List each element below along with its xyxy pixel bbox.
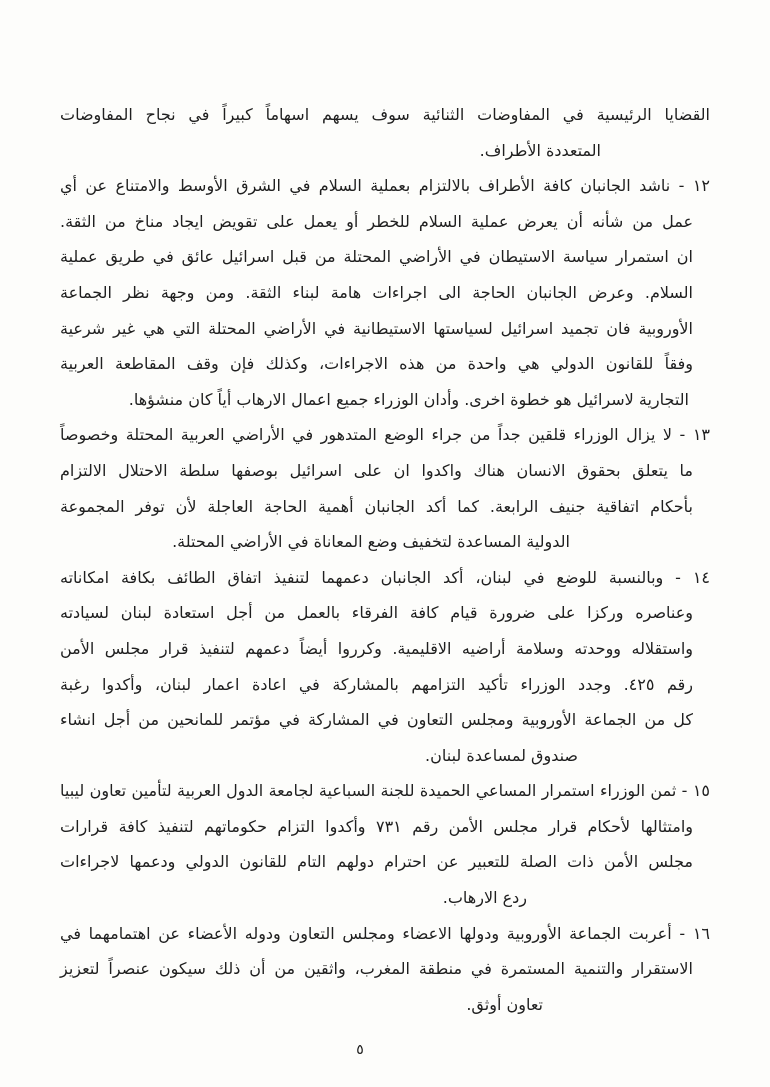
text-line [60,382,689,418]
text-line [60,738,578,774]
text-line-content: وامتثالها لأحكام قرار مجلس الأمن رقم ٧٣١ وأكدوا التزام حكوماتهم لتنفيذ كافة قرارات [60,816,693,836]
text-line-content: واستقلاله ووحدته وسلامة أراضيه الاقليمية. وكرروا أيضاً دعمهم لتنفيذ قرار مجلس الأمن [60,638,693,658]
text-line-content: الدولية المساعدة لتخفيف وضع المعاناة في الأراضي المحتلة. [172,532,570,552]
text-line [60,809,693,845]
text-line [60,595,693,631]
text-line-content: ثمن الوزراء استمرار المساعي الحميدة للجنة السباعية لجامعة الدول العربية لتأمين تعاون ليبيا [60,781,677,801]
paragraph-12 [60,168,710,417]
text-line-content: بأحكام اتفاقية جنيف الرابعة. كما أكد الجانبان أهمية الحاجة العاجلة لأن توفر المجموعة [60,496,693,516]
text-line [60,987,543,1023]
text-line-content: رقم ٤٢٥. وجدد الوزراء تأكيد التزامهم بالمشاركة في اعادة اعمار لبنان، وأكدوا رغبة [60,674,693,694]
text-line-content: ان استمرار سياسة الاستيطان في الأراضي المحتلة من قبل اسرائيل عائق في طريق عملية [60,247,693,267]
paragraph-number: ١٢ - [678,176,711,196]
text-line-content: وبالنسبة للوضع في لبنان، أكد الجانبان دعمهما لتنفيذ اتفاق الطائف بكافة امكاناته [60,567,664,587]
document-text [60,97,710,1022]
text-line [60,524,570,560]
text-line [60,844,693,880]
page-number: ٥ [356,1042,364,1058]
text-line-content: كل من الجماعة الأوروبية ومجلس التعاون في المشاركة في مؤتمر للمانحين من أجل انشاء [60,710,693,730]
text-line-content: ما يتعلق بحقوق الانسان هناك واكدوا ان على اسرائيل بوصفها سلطة الاحتلال الالتزام [60,460,693,480]
paragraph-16 [60,916,710,1023]
text-line [60,204,693,240]
paragraph-number: ١٥ - [681,781,711,801]
text-line-content: الأوروبية فان تجميد اسرائيل لسياستها الاستيطانية في الأراضي المحتلة التي هي غير شرعية [60,318,693,338]
text-line [60,133,601,169]
text-line [60,489,693,525]
text-line [60,239,693,275]
text-line-content: عمل من شأنه أن يعرض عملية السلام للخطر أو يعمل على تقويض ايجاد مناخ من الثقة. [60,211,693,231]
text-line [60,667,693,703]
text-line [60,702,693,738]
text-line [60,311,693,347]
text-line-content: المتعددة الأطراف. [479,140,601,160]
paragraph-13 [60,417,710,559]
text-line [60,916,710,952]
paragraph-intro [60,97,710,168]
text-line [60,275,693,311]
text-line-content: صندوق لمساعدة لبنان. [425,745,578,765]
paragraph-number: ١٣ - [679,425,710,445]
text-line-content: السلام. وعرض الجانبان الحاجة الى اجراءات هامة لبناء الثقة. ومن وجهة نظر الجماعة [60,282,693,302]
text-line [60,168,710,204]
text-line-content: وفقاً للقانون الدولي هي واحدة من هذه الاجراءات، وكذلك فإن وقف المقاطعة العربية [60,354,693,374]
text-line-content: ردع الارهاب. [442,888,527,908]
text-line [60,453,693,489]
text-line [60,631,693,667]
text-line [60,560,710,596]
text-line-content: الاستقرار والتنمية المستمرة في منطقة المغرب، واثقين من أن ذلك سيكون عنصراً لتعزيز [60,959,693,979]
paragraph-number: ١٦ - [679,923,711,943]
paragraph-14 [60,560,710,774]
text-line [60,417,710,453]
text-line-content: وعناصره وركزا على ضرورة قيام كافة الفرقاء بالعمل من أجل استعادة لبنان لسيادته [60,603,693,623]
text-line-content: القضايا الرئيسية في المفاوضات الثنائية سوف يسهم اسهاماً كبيراً في نجاح المفاوضات [60,105,710,124]
paragraph-number: ١٤ - [675,567,711,587]
text-line-content: مجلس الأمن ذات الصلة للتعبير عن احترام دولهم التام للقانون الدولي ودعمها لاجراءات [60,852,693,872]
text-line [60,97,710,133]
text-line-content: التجارية لاسرائيل هو خطوة اخرى. وأدان الوزراء جميع اعمال الارهاب أياً كان منشؤها. [128,389,689,409]
text-line [60,773,710,809]
text-line-content: ناشد الجانبان كافة الأطراف بالالتزام بعملية السلام في الشرق الأوسط والامتناع عن أي [60,176,671,196]
paragraph-15 [60,773,710,915]
text-line [60,346,693,382]
text-line-content: لا يزال الوزراء قلقين جداً من جراء الوضع المتدهور في الأراضي العربية المحتلة وخصوصاً [60,425,673,445]
text-line [60,880,527,916]
text-line [60,951,693,987]
text-line-content: تعاون أوثق. [466,994,543,1014]
text-line-content: أعربت الجماعة الأوروبية ودولها الاعضاء ومجلس التعاون ودوله الأعضاء عن اهتمامهما في [60,923,672,943]
